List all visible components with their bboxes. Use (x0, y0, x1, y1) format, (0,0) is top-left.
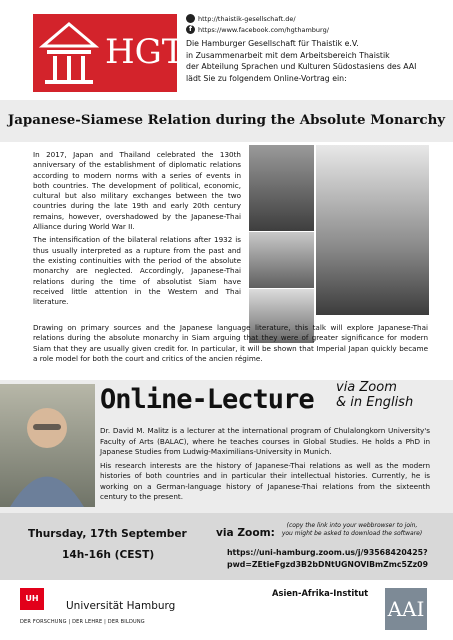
invitation-text (186, 38, 448, 84)
intro-line: der Abteilung Sprachen und Kulturen Südostasiens des AAI (186, 62, 417, 71)
ceremony-photo (248, 231, 315, 289)
portrait-photo (248, 144, 315, 232)
buddha-photo (315, 144, 430, 316)
intro-line: Die Hamburger Gesellschaft für Thaistik e.V. (186, 39, 359, 48)
abstract-column (33, 150, 241, 310)
via-zoom-label (336, 380, 413, 410)
uhh-name: Universität Hamburg (66, 600, 176, 612)
via-zoom-heading: via Zoom: (216, 527, 275, 539)
via-line: via Zoom (336, 380, 397, 395)
speaker-silhouette-icon (0, 384, 95, 507)
globe-icon (186, 14, 195, 23)
zoom-link[interactable] (227, 547, 428, 571)
facebook-link[interactable] (186, 25, 329, 34)
via-line: & in English (336, 395, 414, 410)
aai-logo: AAI (385, 588, 427, 630)
facebook-url[interactable]: https://www.facebook.com/hgthamburg/ (198, 25, 329, 34)
facebook-icon: f (186, 25, 195, 34)
zoom-url-line[interactable]: https://uni-hamburg.zoom.us/j/93568420425? (227, 548, 428, 557)
hgt-logo-text: HGT (105, 32, 185, 72)
intro-line: lädt Sie zu folgendem Online-Vortrag ein: (186, 73, 347, 83)
join-note (277, 522, 427, 538)
abstract-paragraph: Drawing on primary sources and the Japanese language literature, this talk will explore Japanese-Thai relations during the absolute monarchy in Siam arguing that they were of greater significance for modern Siam that they are usually given credit for. In particular, it will be shown that Imperial Japan quickly became a role model for both the court and critics of the ancien régime. (33, 323, 428, 363)
event-time: 14h-16h (CEST) (62, 549, 155, 561)
aai-name: Asien-Afrika-Institut (272, 588, 369, 598)
note-line: you might be asked to download the software) (281, 530, 423, 537)
contact-links (186, 14, 453, 34)
intro-line: in Zusammenarbeit mit dem Arbeitsbereich Thaistik (186, 50, 390, 60)
website-url[interactable]: http://thaistik-gesellschaft.de/ (198, 14, 296, 23)
abstract-paragraph-3 (33, 323, 428, 367)
lecture-title: Japanese-Siamese Relation during the Absolute Monarchy (7, 112, 446, 128)
abstract-paragraph: The intensification of the bilateral relations after 1932 is thus usually interpreted as a rupture from the past and the existing continuities with the period of the absolute monarchy are neglected. Accordingly, Japanese-Thai relations during the time of absolutist Siam have received little attention in the Western and Thai literature. (33, 235, 241, 307)
note-line: (copy the link into your webbrowser to join, (286, 522, 418, 529)
thai-pavilion-icon (39, 20, 99, 86)
bio-paragraph: His research interests are the history of Japanese-Thai relations as well as the modern histories of both countries and in particular their intellectual histories. Currently, he is working on a German-language history of Japanese-Thai relations from the sixteenth century to the present. (100, 460, 430, 501)
event-date: Thursday, 17th September (28, 528, 187, 540)
website-link[interactable] (186, 14, 296, 23)
bio-paragraph: Dr. David M. Malitz is a lecturer at the international program of Chulalongkorn University's Faculty of Arts (BALAC), where he teaches courses in Global Studies. He holds a PhD in Japanese Studies from Ludwig-Maximilians-University in Munich. (100, 426, 430, 456)
uhh-logo: UH (20, 588, 44, 610)
online-lecture-heading: Online-Lecture (100, 384, 314, 415)
abstract-paragraph: In 2017, Japan and Thailand celebrated the 130th anniversary of the establishment of diplomatic relations according to modern norms with a series of events in both countries. The development of political, economic, cultural but also military exchanges between the two countries during the late 19th and early 20th century remains, however, overshadowed by the Japanese-Thai Alliance during World War II. (33, 150, 241, 232)
zoom-url-line[interactable]: pwd=ZEtieFgzd3B2bDNtUGNOVlBmZmc5Zz09 (227, 560, 429, 569)
hgt-logo (33, 14, 185, 92)
speaker-photo (0, 384, 95, 507)
speaker-bio (100, 426, 430, 506)
uhh-tagline: DER FORSCHUNG | DER LEHRE | DER BILDUNG (20, 619, 145, 625)
